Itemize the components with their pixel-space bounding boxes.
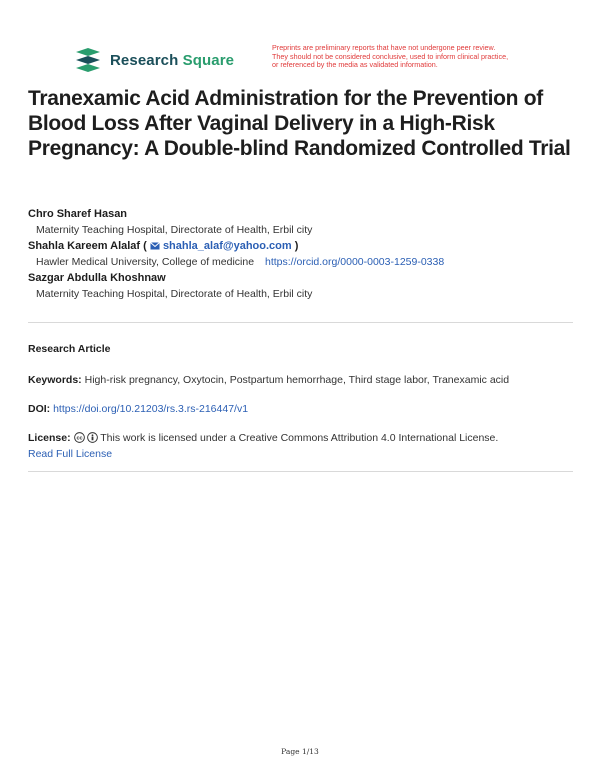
orcid-link[interactable]: https://orcid.org/0000-0003-1259-0338: [264, 256, 445, 268]
license: [28, 430, 573, 462]
paper-title: Tranexamic Acid Administration for the Prevention of Blood Loss After Vaginal Delivery in a High-Risk Pregnancy: A Double-blind Randomized Controlled Trial: [28, 87, 571, 160]
divider: [28, 471, 573, 472]
doi-label: DOI:: [28, 403, 51, 415]
author-affiliation: Hawler Medical University, College of medicine https://orcid.org/0000-0003-1259-0338: [36, 256, 445, 268]
research-square-logo-icon: [74, 48, 102, 72]
envelope-icon: [150, 242, 160, 250]
license-text: This work is licensed under a Creative Commons Attribution 4.0 International License.: [100, 432, 499, 444]
divider: [28, 322, 573, 323]
notice-line: Preprints are preliminary reports that have not undergone peer review.: [272, 43, 496, 52]
svg-text:cc: cc: [75, 435, 83, 442]
author-email-link[interactable]: shahla_alaf@yahoo.com: [162, 240, 292, 252]
creative-commons-icons: [74, 432, 98, 443]
author-affiliation: Maternity Teaching Hospital, Directorate of Health, Erbil city: [36, 288, 313, 300]
keywords-value: High-risk pregnancy, Oxytocin, Postpartum hemorrhage, Third stage labor, Tranexamic acid: [84, 374, 510, 386]
author-name: Shahla Kareem Alalaf ( shahla_alaf@yahoo.com ): [28, 240, 299, 252]
author-name: Sazgar Abdulla Khoshnaw: [28, 272, 166, 284]
keywords: [28, 372, 573, 388]
doi-link[interactable]: https://doi.org/10.21203/rs.3.rs-216447/v1: [53, 403, 249, 415]
cc-icon: [74, 432, 85, 443]
research-square-logo[interactable]: [74, 48, 234, 72]
preprint-notice: [272, 44, 542, 70]
keywords-label: Keywords:: [28, 374, 82, 386]
article-type: Research Article: [28, 343, 111, 355]
license-label: License:: [28, 432, 71, 444]
read-full-license-link[interactable]: Read Full License: [28, 448, 113, 460]
logo-text: Research Square: [110, 51, 235, 69]
author-list: [28, 206, 573, 302]
doi: [28, 401, 573, 417]
page-number: Page 1/13: [281, 747, 319, 756]
author-affiliation: Maternity Teaching Hospital, Directorate of Health, Erbil city: [36, 224, 313, 236]
author-name: Chro Sharef Hasan: [28, 208, 128, 220]
header: [74, 44, 544, 84]
notice-line: or referenced by the media as validated information.: [272, 60, 438, 70]
notice-line: They should not be considered conclusive, used to inform clinical practice,: [272, 51, 509, 61]
cc-by-icon: [87, 432, 98, 443]
